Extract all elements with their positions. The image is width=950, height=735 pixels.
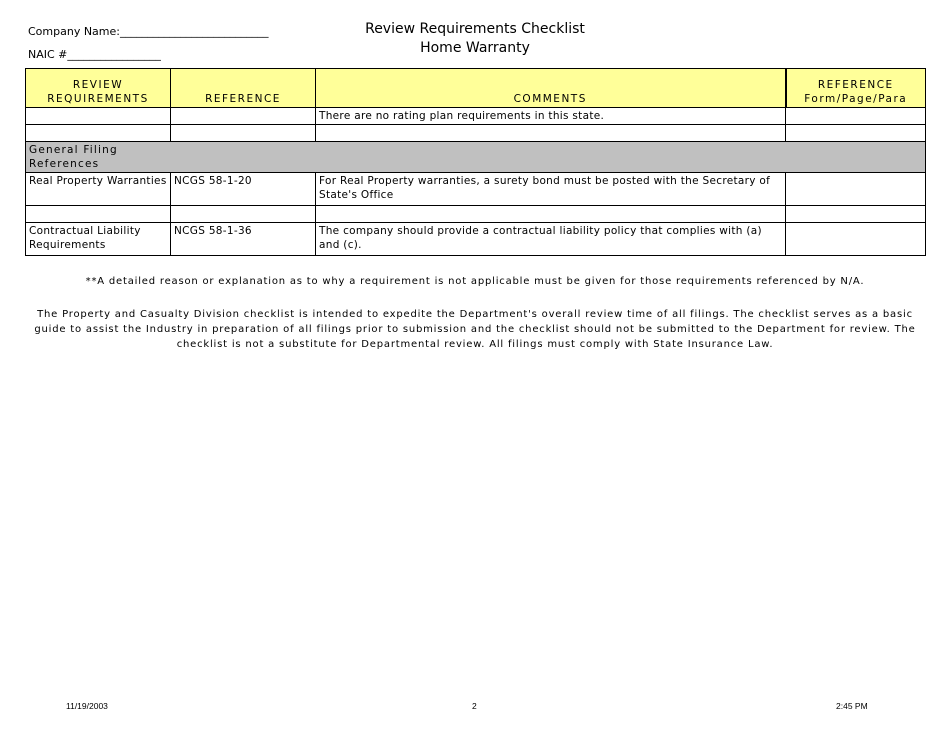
section-header-row <box>26 142 926 173</box>
table-row <box>26 108 926 125</box>
reference-cell: NCGS 58-1-36 <box>171 223 316 256</box>
footer-date: 11/19/2003 <box>66 701 108 711</box>
form-reference-cell <box>786 223 926 256</box>
table-row <box>26 223 926 256</box>
comment-cell: For Real Property warranties, a surety bond must be posted with the Secretary of State's Office <box>316 173 786 206</box>
footer-page-number: 2 <box>472 701 477 711</box>
naic-label: NAIC #_________________ <box>28 48 161 61</box>
comment-cell: The company should provide a contractual liability policy that complies with (a) and (c). <box>316 223 786 256</box>
table-cell <box>786 108 926 125</box>
table-cell <box>26 108 171 125</box>
col-header-reference: REFERENCE <box>171 69 316 108</box>
section-label: General Filing References <box>26 142 926 173</box>
col-header-form-reference: REFERENCE Form/Page/Para <box>786 69 926 108</box>
col-header-requirements: REVIEW REQUIREMENTS <box>26 69 171 108</box>
table-header-row <box>26 69 926 108</box>
requirement-cell: Real Property Warranties <box>26 173 171 206</box>
table-row <box>26 125 926 142</box>
page-title: Review Requirements Checklist <box>365 21 585 37</box>
table-cell <box>786 125 926 142</box>
table-cell <box>26 206 171 223</box>
na-note: **A detailed reason or explanation as to why a requirement is not applicable must be given for those requirements referenced by N/A. <box>85 276 865 287</box>
requirements-table <box>25 68 926 256</box>
table-cell <box>316 206 786 223</box>
disclaimer-text: The Property and Casualty Division checklist is intended to expedite the Department's overall review time of all filings. The checklist serves as a basic guide to assist the Industry in preparation of all filings prior to submission and the checklist should not be submitted to the Department for review. The checklist is not a substitute for Departmental review. All filings must comply with State Insurance Law. <box>34 309 916 350</box>
table-cell <box>171 125 316 142</box>
rating-plan-note: There are no rating plan requirements in this state. <box>316 108 786 125</box>
col-header-comments: COMMENTS <box>316 69 786 108</box>
company-name-label: Company Name:___________________________ <box>28 25 269 38</box>
page-subtitle: Home Warranty <box>420 40 530 56</box>
requirement-cell: Contractual Liability Requirements <box>26 223 171 256</box>
table-row <box>26 206 926 223</box>
table-row <box>26 173 926 206</box>
footer-time: 2:45 PM <box>836 701 868 711</box>
form-reference-cell <box>786 173 926 206</box>
table-cell <box>26 125 171 142</box>
table-cell <box>786 206 926 223</box>
table-cell <box>316 125 786 142</box>
table-cell <box>171 206 316 223</box>
table-cell <box>171 108 316 125</box>
reference-cell: NCGS 58-1-20 <box>171 173 316 206</box>
